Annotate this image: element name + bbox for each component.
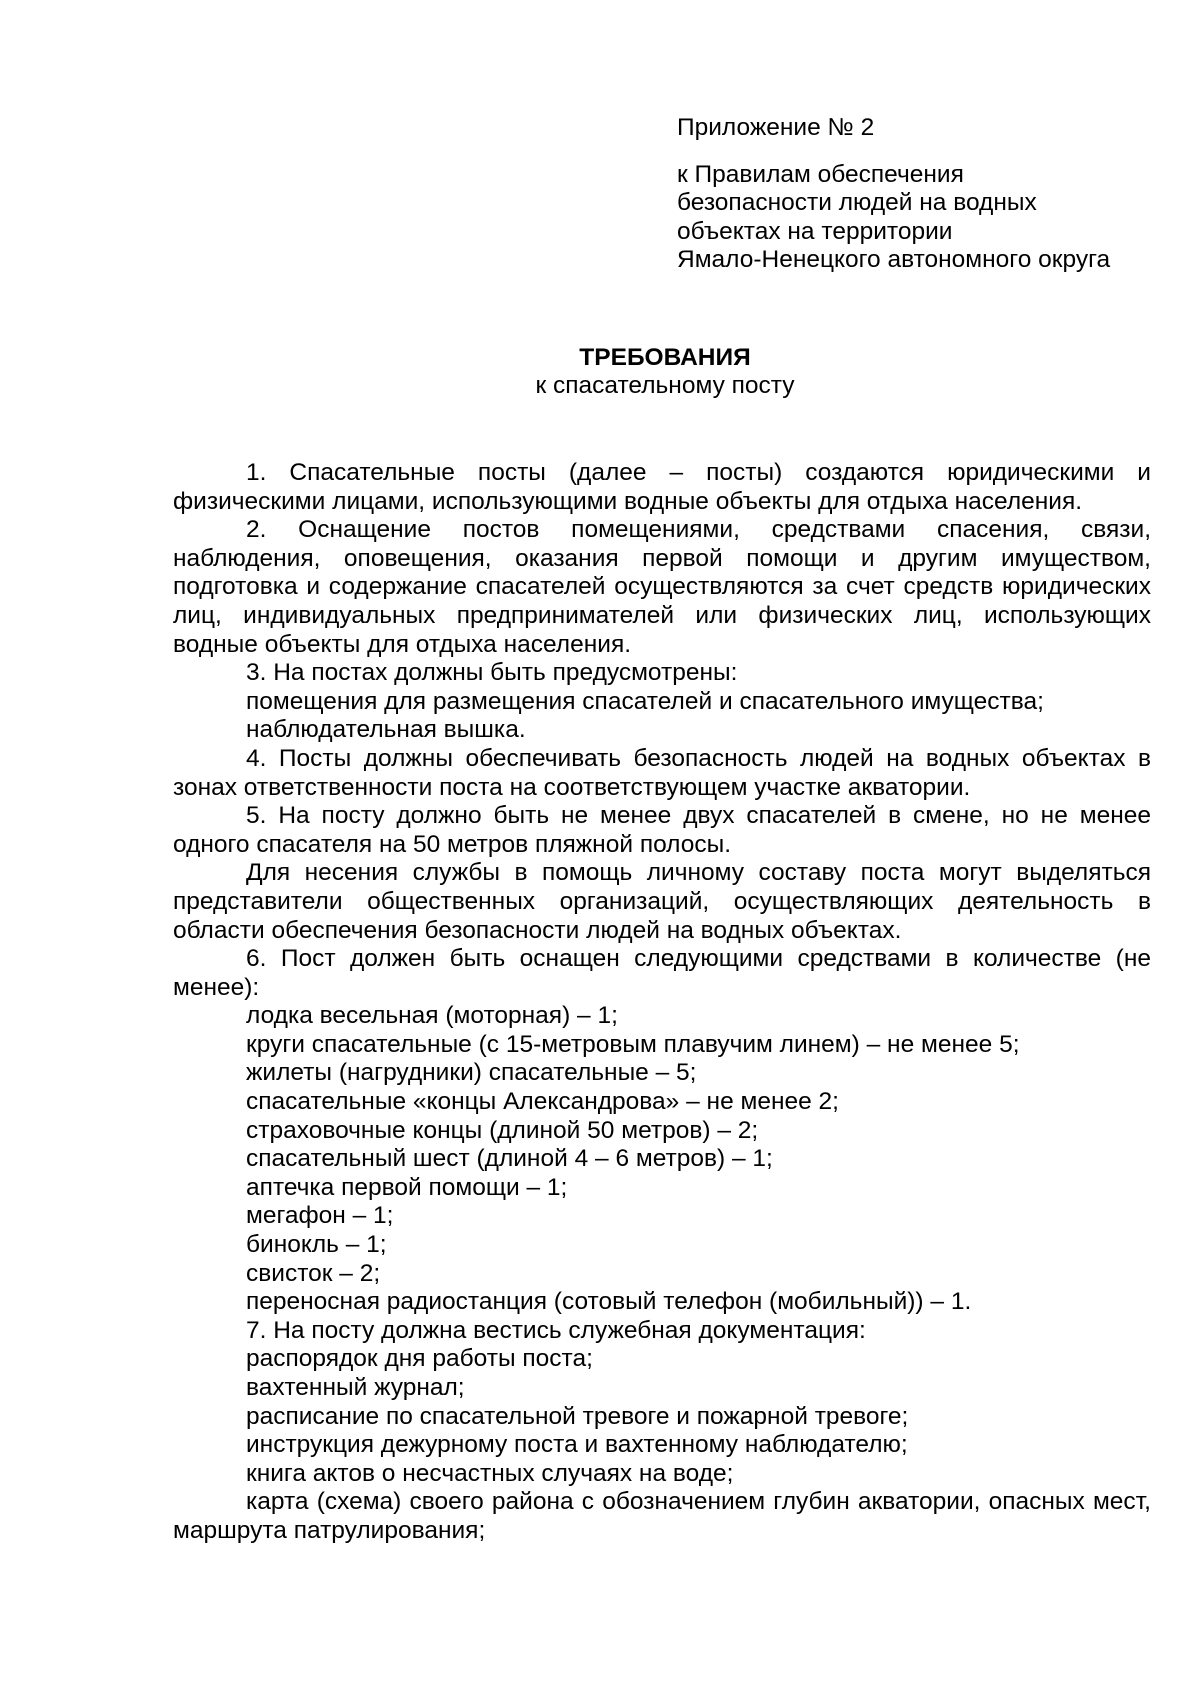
- document-subtitle: к спасательному посту: [535, 372, 795, 399]
- list-line: вахтенный журнал;: [246, 1374, 465, 1401]
- list-line: книга актов о несчастных случаях на воде;: [246, 1459, 734, 1487]
- list-line: бинокль – 1;: [246, 1231, 387, 1259]
- document-body: [173, 459, 1151, 1546]
- list-line: спасательный шест (длиной 4 – 6 метров) – 1;: [246, 1145, 773, 1173]
- appendix-reference-line: объектах на территории: [677, 217, 953, 245]
- list-line: круги спасательные (с 15-метровым плавучим линем) – не менее 5;: [246, 1030, 1020, 1058]
- list-line: жилеты (нагрудники) спасательные – 5;: [246, 1059, 697, 1087]
- list-line: спасательные «концы Александрова» – не менее 2;: [246, 1088, 839, 1116]
- appendix-header: [677, 114, 1177, 275]
- list-line: свисток – 2;: [246, 1259, 381, 1287]
- list-line: помещения для размещения спасателей и спасательного имущества;: [246, 687, 1044, 715]
- list-line: расписание по спасательной тревоге и пожарной тревоге;: [246, 1402, 909, 1430]
- appendix-reference-line: безопасности людей на водных: [677, 189, 1037, 216]
- list-line: распорядок дня работы поста;: [246, 1345, 593, 1373]
- paragraph: 4. Посты должны обеспечивать безопасность людей на водных объектах в зонах ответственности поста на соответствующем участке акватории.: [173, 744, 1151, 801]
- document-heading: [0, 344, 1200, 400]
- list-line: переносная радиостанция (сотовый телефон (мобильный)) – 1.: [246, 1288, 972, 1316]
- list-line: наблюдательная вышка.: [246, 716, 526, 744]
- appendix-reference-line: к Правилам обеспечения: [677, 160, 964, 188]
- list-line: 3. На постах должны быть предусмотрены:: [246, 659, 738, 687]
- appendix-reference: [677, 161, 1177, 275]
- paragraph: 1. Спасательные посты (далее – посты) создаются юридическими и физическими лицами, использующими водные объекты для отдыха населения.: [173, 459, 1151, 515]
- paragraph: Для несения службы в помощь личному составу поста могут выделяться представители общественных организаций, осуществляющих деятельность в области обеспечения безопасности людей на водных объектах.: [173, 859, 1151, 944]
- appendix-reference-line: Ямало-Ненецкого автономного округа: [677, 246, 1111, 273]
- list-line: инструкция дежурному поста и вахтенному наблюдателю;: [246, 1431, 908, 1459]
- list-line: мегафон – 1;: [246, 1202, 394, 1230]
- paragraph: 5. На посту должно быть не менее двух спасателей в смене, но не менее одного спасателя на 50 метров пляжной полосы.: [173, 802, 1151, 858]
- appendix-number: Приложение № 2: [677, 114, 875, 141]
- paragraph: карта (схема) своего района с обозначением глубин акватории, опасных мест, маршрута патрулирования;: [173, 1488, 1151, 1544]
- list-line: аптечка первой помощи – 1;: [246, 1173, 568, 1201]
- paragraph: 2. Оснащение постов помещениями, средствами спасения, связи, наблюдения, оповещения, оказания первой помощи и другим имуществом, подготовка и содержание спасателей осуществляются за счет средств юридических лиц, индивидуальных предпринимателей или физических лиц, использующих водные объекты для отдыха населения.: [173, 516, 1151, 658]
- document-title: ТРЕБОВАНИЯ: [579, 344, 751, 371]
- list-line: лодка весельная (моторная) – 1;: [246, 1002, 618, 1030]
- paragraph: 6. Пост должен быть оснащен следующими средствами в количестве (не менее):: [173, 945, 1151, 1001]
- list-line: страховочные концы (длиной 50 метров) – 2;: [246, 1116, 759, 1144]
- list-line: 7. На посту должна вестись служебная документация:: [246, 1316, 866, 1344]
